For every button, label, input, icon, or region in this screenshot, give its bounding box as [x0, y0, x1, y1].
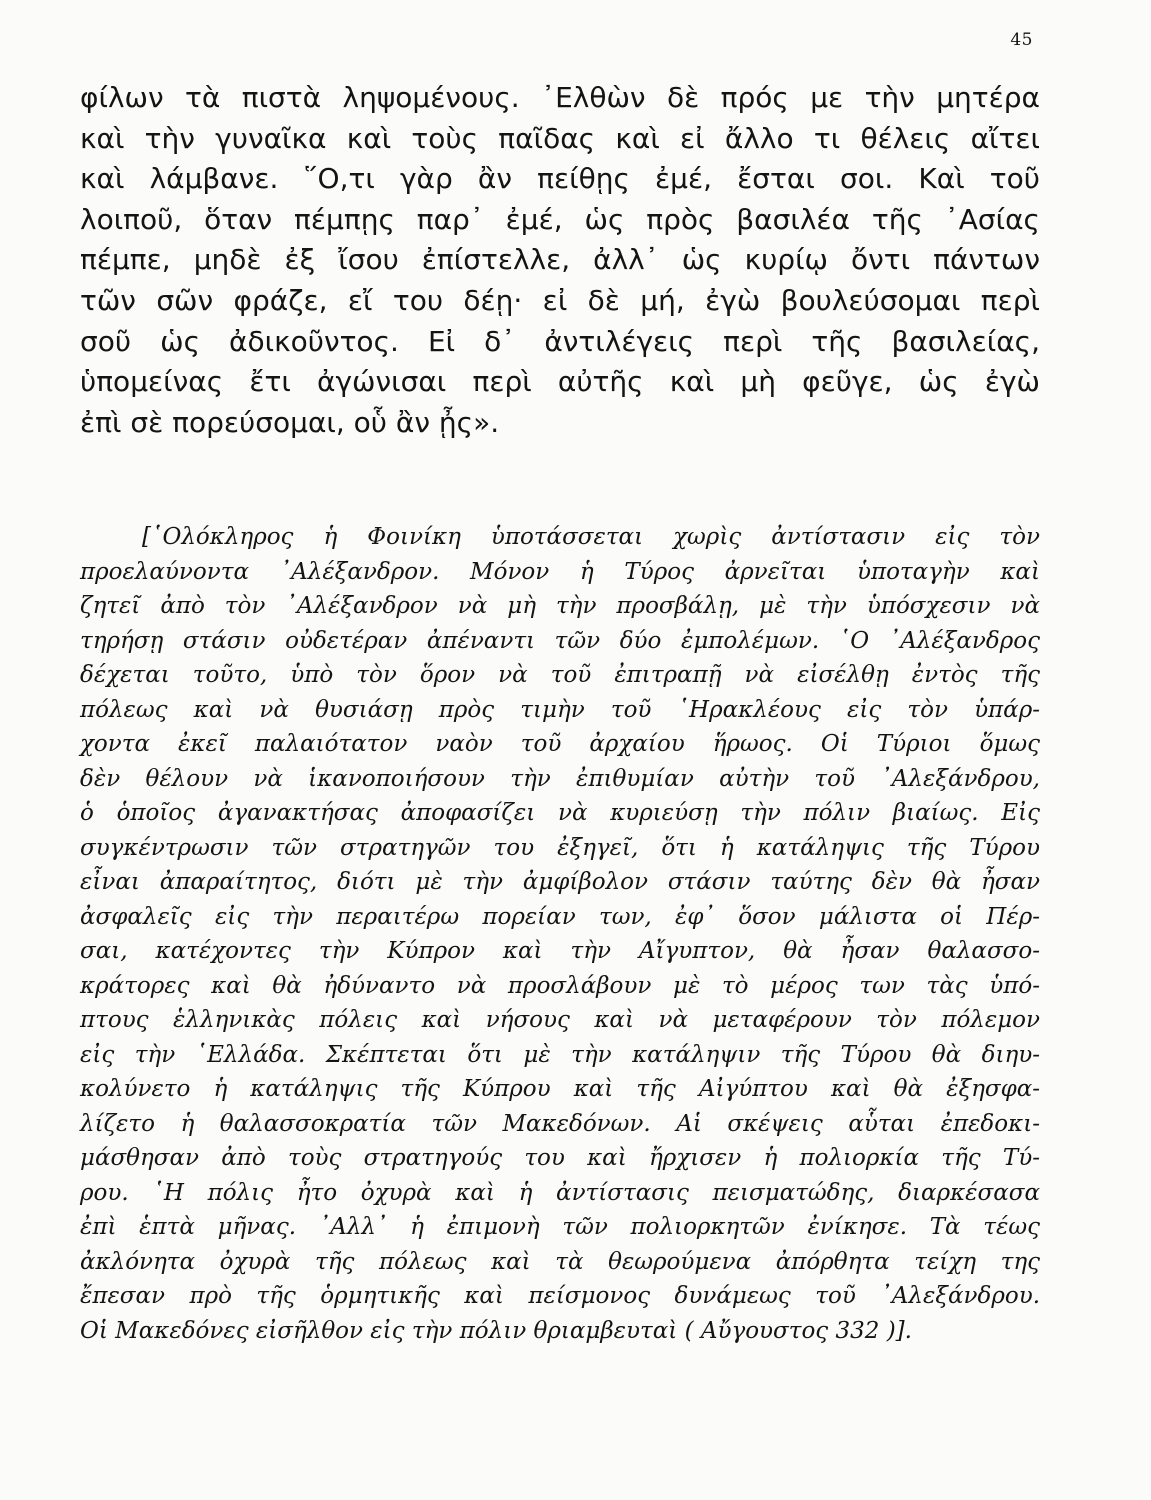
summary-text-line: κολύνετο ἡ κατάληψις τῆς Κύπρου καὶ τῆς Αἰγύπτου καὶ θὰ ἐξησφα- [80, 1076, 1040, 1102]
summary-text-line: πόλεως καὶ νὰ θυσιάσῃ πρὸς τιμὴν τοῦ ῾Ηρακλέους εἰς τὸν ὑπάρ- [80, 696, 1040, 723]
summary-text-line: πτους ἑλληνικὰς πόλεις καὶ νήσους καὶ νὰ μεταφέρουν τὸν πόλεμον [80, 1007, 1040, 1033]
summary-text-line: δέχεται τοῦτο, ὑπὸ τὸν ὅρον νὰ τοῦ ἐπιτραπῇ νὰ εἰσέλθῃ ἐντὸς τῆς [80, 662, 1040, 688]
summary-text-line: χοντα ἐκεῖ παλαιότατον ναὸν τοῦ ἀρχαίου ἥρωος. Οἱ Τύριοι ὅμως [80, 731, 1040, 757]
summary-text-block [80, 520, 1040, 1348]
summary-text-line: εἶναι ἀπαραίτητος, διότι μὲ τὴν ἀμφίβολον στάσιν ταύτης δὲν θὰ ἦσαν [80, 869, 1040, 895]
main-text-line: λοιποῦ, ὅταν πέμπῃς παρ᾿ ἐμέ, ὡς πρὸς βασιλέα τῆς ᾿Ασίας [80, 202, 1040, 236]
summary-text-line: μάσθησαν ἀπὸ τοὺς στρατηγούς του καὶ ἤρχισεν ἡ πολιορκία τῆς Τύ- [80, 1145, 1040, 1171]
summary-text-line: προελαύνοντα ᾿Αλέξανδρον. Μόνον ἡ Τύρος ἀρνεῖται ὑποταγὴν καὶ [80, 558, 1040, 585]
summary-text-line: ρου. ῾Η πόλις ἦτο ὀχυρὰ καὶ ἡ ἀντίστασις πεισματώδης, διαρκέσασα [80, 1179, 1040, 1206]
summary-text-line: συγκέντρωσιν τῶν στρατηγῶν του ἐξηγεῖ, ὅτι ἡ κατάληψις τῆς Τύρου [80, 834, 1040, 861]
main-text-block [80, 78, 1040, 443]
summary-text-line: ἀκλόνητα ὀχυρὰ τῆς πόλεως καὶ τὰ θεωρούμενα ἀπόρθητα τείχη της [80, 1248, 1040, 1275]
summary-text-line: τηρήσῃ στάσιν οὐδετέραν ἀπέναντι τῶν δύο ἐμπολέμων. ῾Ο ᾿Αλέξανδρος [80, 627, 1040, 654]
summary-text-line: ὁ ὁποῖος ἀγανακτήσας ἀποφασίζει νὰ κυριεύσῃ τὴν πόλιν βιαίως. Εἰς [80, 800, 1040, 826]
main-text-line: ἐπὶ σὲ πορεύσομαι, οὗ ἂν ᾖς». [80, 405, 500, 439]
summary-text-line: δὲν θέλουν νὰ ἱκανοποιήσουν τὴν ἐπιθυμίαν αὐτὴν τοῦ ᾿Αλεξάνδρου, [80, 765, 1040, 792]
summary-text-line: κράτορες καὶ θὰ ἠδύναντο νὰ προσλάβουν μὲ τὸ μέρος των τὰς ὑπό- [80, 972, 1040, 999]
main-text-line: ὑπομείνας ἔτι ἀγώνισαι περὶ αὐτῆς καὶ μὴ φεῦγε, ὡς ἐγὼ [80, 365, 1040, 399]
main-text-line: πέμπε, μηδὲ ἐξ ἴσου ἐπίστελλε, ἀλλ᾿ ὡς κυρίῳ ὄντι πάντων [80, 243, 1040, 277]
summary-text-line: εἰς τὴν ῾Ελλάδα. Σκέπτεται ὅτι μὲ τὴν κατάληψιν τῆς Τύρου θὰ διηυ- [80, 1041, 1040, 1068]
summary-text-line: ἔπεσαν πρὸ τῆς ὁρμητικῆς καὶ πείσμονος δυνάμεως τοῦ ᾿Αλεξάνδρου. [80, 1283, 1040, 1309]
summary-text-line: σαι, κατέχοντες τὴν Κύπρον καὶ τὴν Αἴγυπτον, θὰ ἦσαν θαλασσο- [80, 938, 1040, 964]
main-text-line: καὶ τὴν γυναῖκα καὶ τοὺς παῖδας καὶ εἰ ἄλλο τι θέλεις αἴτει [80, 121, 1040, 155]
summary-text-line: ἐπὶ ἑπτὰ μῆνας. ᾿Αλλ᾿ ἡ ἐπιμονὴ τῶν πολιορκητῶν ἐνίκησε. Τὰ τέως [80, 1214, 1040, 1240]
summary-text-line: [῾Ολόκληρος ἡ Φοινίκη ὑποτάσσεται χωρὶς ἀντίστασιν εἰς τὸν [142, 524, 1040, 550]
main-text-line: καὶ λάμβανε. ῞Ο,τι γὰρ ἂν πείθῃς ἐμέ, ἔσται σοι. Καὶ τοῦ [80, 162, 1040, 196]
main-text-line: σοῦ ὡς ἀδικοῦντος. Εἰ δ᾿ ἀντιλέγεις περὶ τῆς βασιλείας, [80, 324, 1040, 358]
summary-text-line: λίζετο ἡ θαλασσοκρατία τῶν Μακεδόνων. Αἱ σκέψεις αὗται ἐπεδοκι- [80, 1110, 1040, 1137]
main-text-line: φίλων τὰ πιστὰ ληψομένους. ᾿Ελθὼν δὲ πρός με τὴν μητέρα [80, 81, 1040, 114]
page-number: 45 [1010, 30, 1033, 50]
summary-text-line: ζητεῖ ἀπὸ τὸν ᾿Αλέξανδρον νὰ μὴ τὴν προσβάλῃ, μὲ τὴν ὑπόσχεσιν νὰ [80, 593, 1040, 619]
summary-text-line: Οἱ Μακεδόνες εἰσῆλθον εἰς τὴν πόλιν θριαμβευταὶ ( Αὔγουστος 332 )]. [80, 1317, 912, 1344]
main-text-line: τῶν σῶν φράζε, εἴ του δέῃ· εἰ δὲ μή, ἐγὼ βουλεύσομαι περὶ [80, 283, 1040, 317]
summary-text-line: ἀσφαλεῖς εἰς τὴν περαιτέρω πορείαν των, ἐφ᾿ ὅσον μάλιστα οἱ Πέρ- [80, 903, 1040, 930]
